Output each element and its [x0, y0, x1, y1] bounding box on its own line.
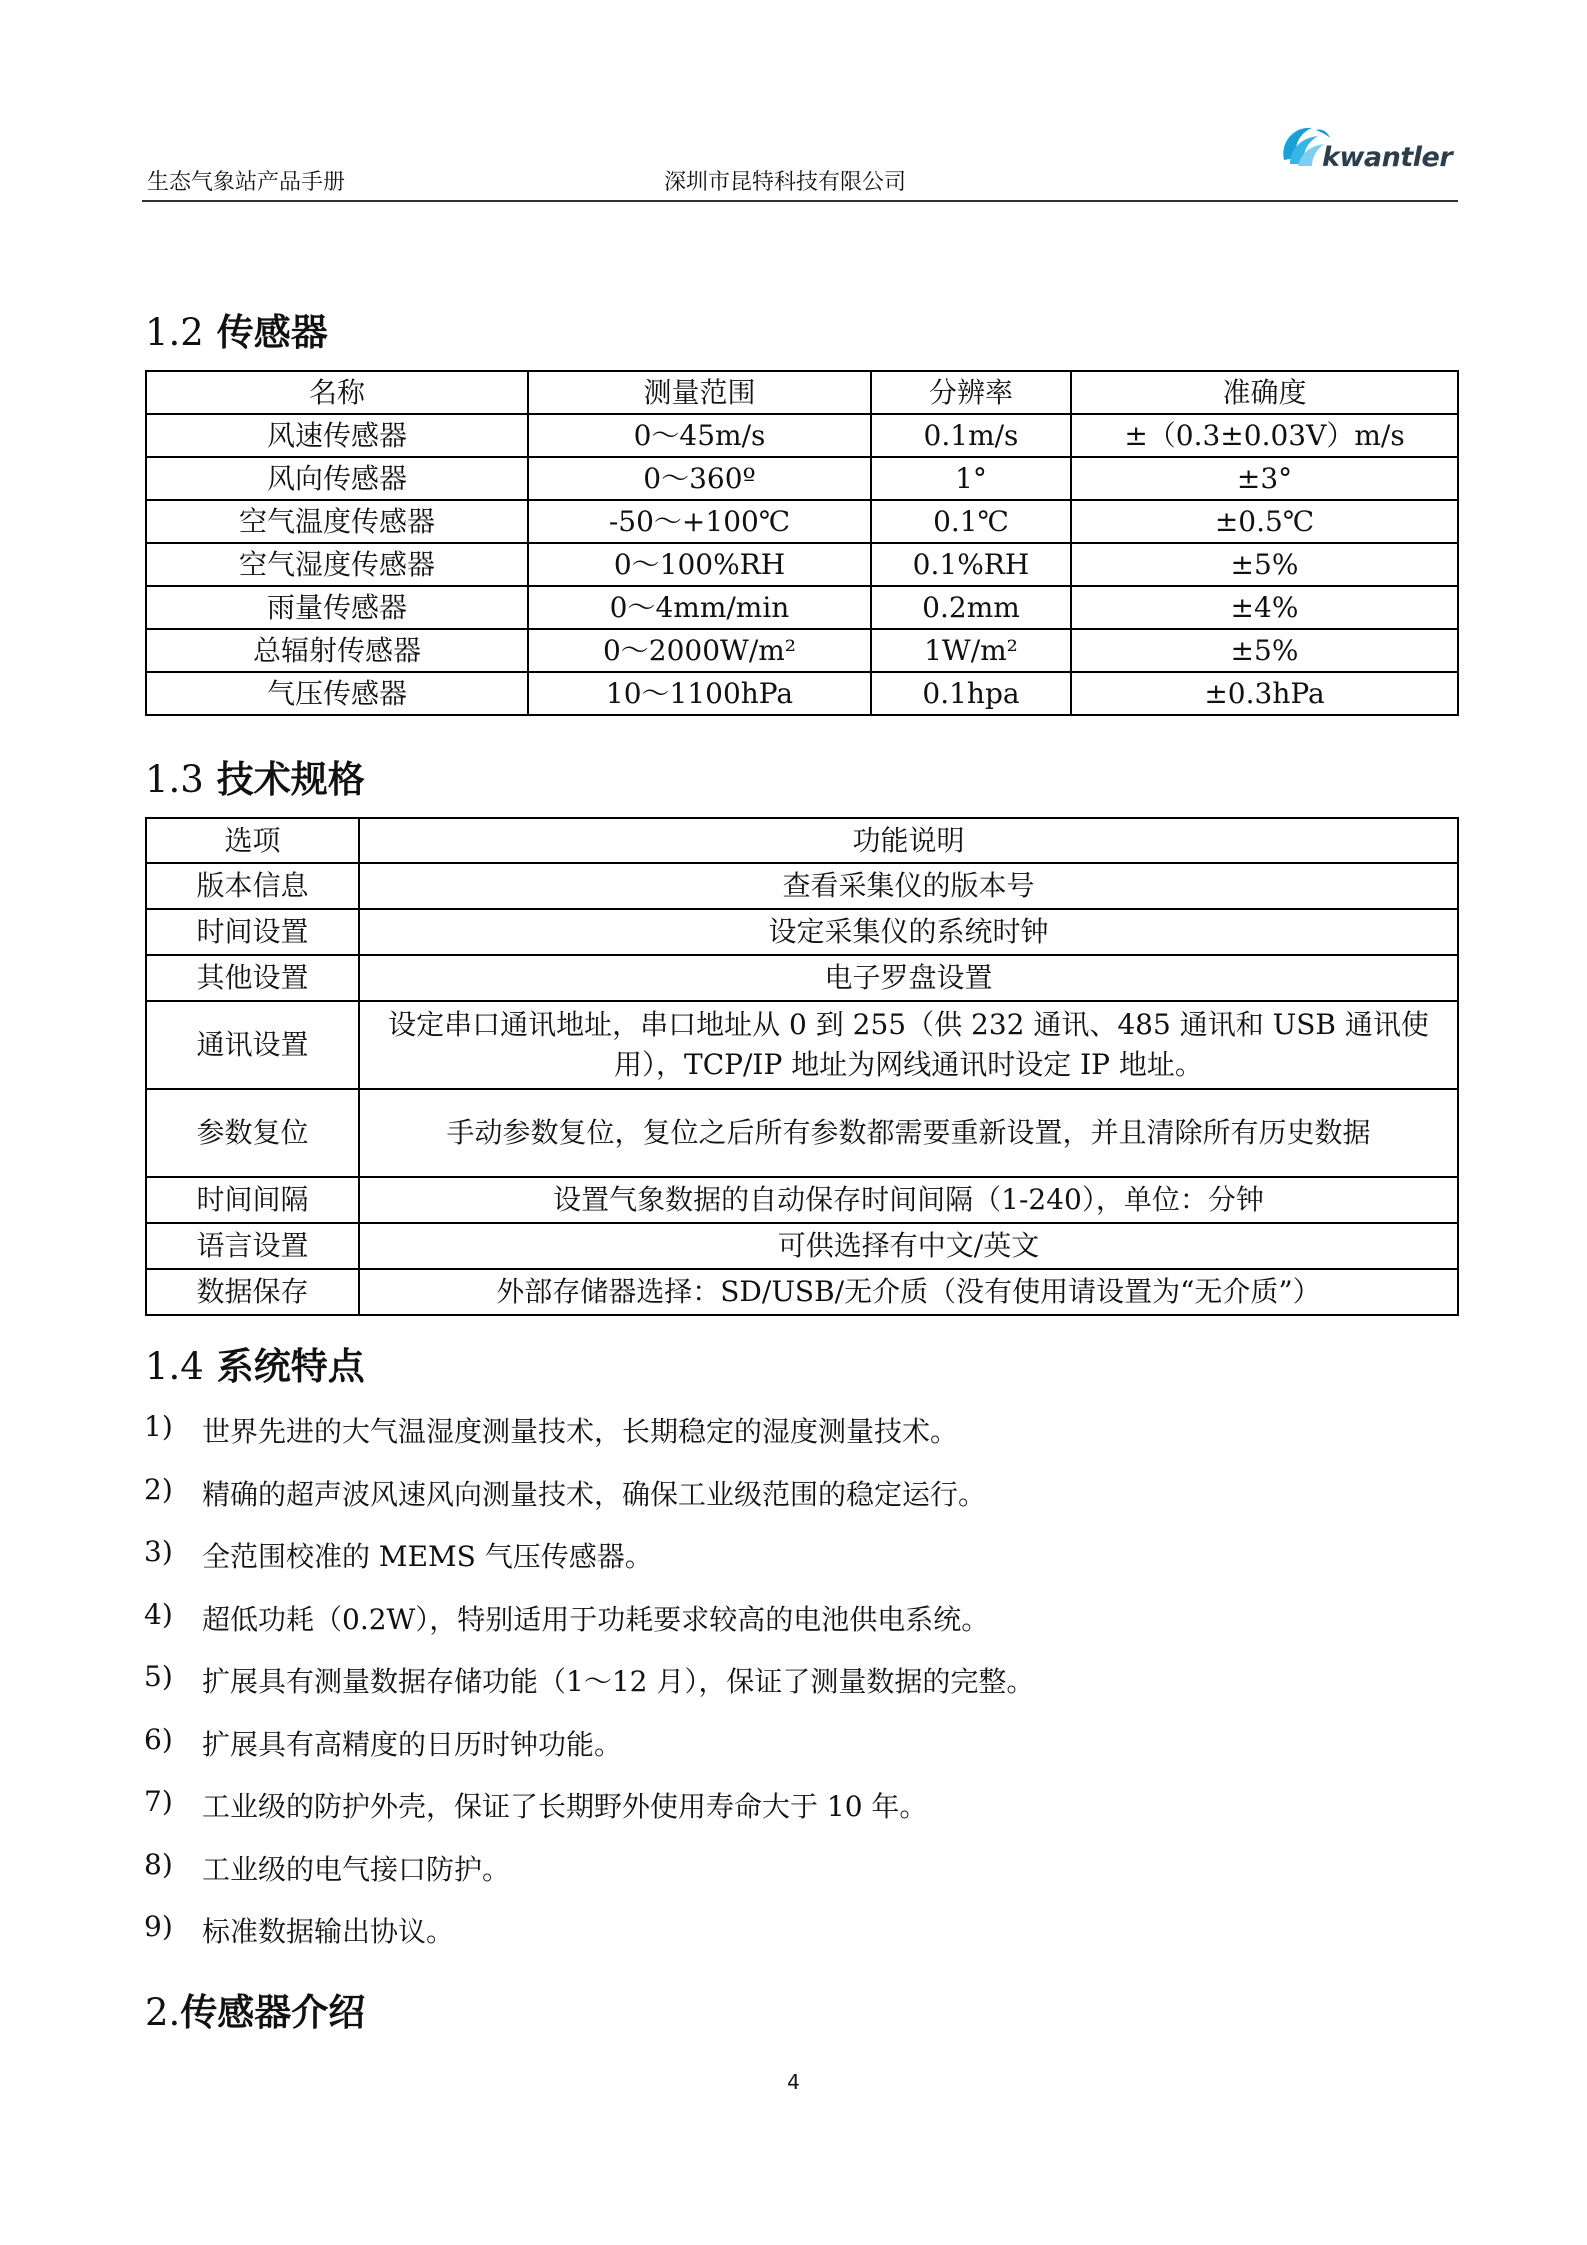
section-number: 1.4 [145, 1345, 204, 1388]
list-item [144, 1660, 1034, 1723]
table-cell: 手动参数复位，复位之后所有参数都需要重新设置，并且清除所有历史数据 [359, 1089, 1458, 1177]
list-index: 9) [144, 1910, 173, 1943]
table-cell: 电子罗盘设置 [359, 955, 1458, 1001]
logo-text: kwantler [1322, 142, 1453, 173]
table-row [146, 909, 1458, 955]
list-index: 3) [144, 1535, 173, 1568]
table-cell: 参数复位 [146, 1089, 359, 1177]
section-heading-1-2 [145, 302, 328, 356]
section-number: 1.2 [145, 311, 204, 354]
table-cell: 空气湿度传感器 [146, 543, 528, 586]
list-index: 6) [144, 1722, 173, 1756]
table-row [146, 1001, 1458, 1089]
table-cell: 总辐射传感器 [146, 629, 528, 672]
table-cell: 版本信息 [146, 863, 359, 909]
table-row [146, 863, 1458, 909]
section-title: 传感器介绍 [180, 1991, 366, 2034]
table-row [146, 500, 1458, 543]
page-header [142, 100, 1458, 202]
list-item [144, 1848, 1034, 1911]
table-cell: ±0.5℃ [1071, 500, 1458, 543]
table-cell: 0～360º [528, 457, 871, 500]
list-text: 工业级的防护外壳，保证了长期野外使用寿命大于 10 年。 [202, 1790, 928, 1823]
company-name: 深圳市昆特科技有限公司 [664, 170, 907, 195]
table-row [146, 457, 1458, 500]
table-cell: 0.2mm [871, 586, 1071, 629]
feature-list [144, 1410, 1034, 1973]
table-cell: 0～45m/s [528, 414, 871, 457]
list-text: 世界先进的大气温湿度测量技术，长期稳定的湿度测量技术。 [202, 1415, 959, 1448]
section-title: 系统特点 [216, 1345, 365, 1388]
table-row [146, 1223, 1458, 1269]
list-text: 扩展具有高精度的日历时钟功能。 [202, 1727, 623, 1761]
list-text: 精确的超声波风速风向测量技术，确保工业级范围的稳定运行。 [202, 1477, 987, 1511]
sensor-table [145, 370, 1459, 716]
table-cell: 语言设置 [146, 1223, 359, 1269]
table-cell: ±5% [1071, 629, 1458, 672]
list-item [144, 1473, 1034, 1536]
table-cell: 外部存储器选择：SD/USB/无介质（没有使用请设置为“无介质”） [359, 1269, 1458, 1315]
table-cell: 气压传感器 [146, 672, 528, 715]
section-title: 传感器 [216, 311, 328, 354]
table-row [146, 1269, 1458, 1315]
table-header-cell: 选项 [146, 818, 359, 863]
table-cell: 0～2000W/m² [528, 629, 871, 672]
table-header-cell: 功能说明 [359, 818, 1458, 863]
table-cell: 空气温度传感器 [146, 500, 528, 543]
list-text: 标准数据输出协议。 [202, 1915, 455, 1948]
table-cell: ±（0.3±0.03V）m/s [1071, 414, 1458, 457]
page-number: 4 [787, 2070, 800, 2094]
list-item [144, 1785, 1034, 1848]
table-cell: 1W/m² [871, 629, 1071, 672]
list-item [144, 1598, 1034, 1661]
section-number: 1.3 [145, 758, 204, 801]
section-title: 技术规格 [216, 758, 365, 801]
list-index: 2) [144, 1472, 173, 1506]
table-cell: 0.1%RH [871, 543, 1071, 586]
list-index: 1) [144, 1410, 173, 1443]
table-header-row [146, 371, 1458, 414]
section-heading-1-4 [145, 1336, 365, 1390]
table-row [146, 414, 1458, 457]
list-index: 4) [144, 1597, 173, 1631]
table-cell: ±5% [1071, 543, 1458, 586]
table-cell: 0.1m/s [871, 414, 1071, 457]
table-cell: 风向传感器 [146, 457, 528, 500]
section-number: 2. [145, 1991, 181, 2034]
table-cell: 0～100%RH [528, 543, 871, 586]
list-index: 7) [144, 1785, 173, 1818]
table-row [146, 629, 1458, 672]
table-cell: 数据保存 [146, 1269, 359, 1315]
table-cell: 风速传感器 [146, 414, 528, 457]
doc-title: 生态气象站产品手册 [147, 170, 346, 195]
table-row [146, 543, 1458, 586]
table-header-cell: 分辨率 [871, 371, 1071, 414]
list-text: 扩展具有测量数据存储功能（1～12 月），保证了测量数据的完整。 [202, 1665, 1035, 1698]
table-row [146, 586, 1458, 629]
list-text: 超低功耗（0.2W），特别适用于功耗要求较高的电池供电系统。 [202, 1602, 990, 1636]
table-cell: 通讯设置 [146, 1001, 359, 1089]
table-cell: 1° [871, 457, 1071, 500]
table-cell: 0.1℃ [871, 500, 1071, 543]
table-cell: ±3° [1071, 457, 1458, 500]
list-item [144, 1910, 1034, 1973]
list-item [144, 1723, 1034, 1786]
table-cell: -50～+100℃ [528, 500, 871, 543]
table-cell: ±4% [1071, 586, 1458, 629]
table-header-cell: 名称 [146, 371, 528, 414]
table-cell: 设定串口通讯地址，串口地址从 0 到 255（供 232 通讯、485 通讯和 USB 通讯使用），TCP/IP 地址为网线通讯时设定 IP 地址。 [359, 1001, 1458, 1089]
list-item [144, 1410, 1034, 1473]
table-cell: 其他设置 [146, 955, 359, 1001]
table-header-cell: 测量范围 [528, 371, 871, 414]
table-cell: 时间间隔 [146, 1177, 359, 1223]
table-cell: 设置气象数据的自动保存时间间隔（1-240），单位：分钟 [359, 1177, 1458, 1223]
list-index: 8) [144, 1847, 173, 1881]
list-item [144, 1535, 1034, 1598]
table-cell: 设定采集仪的系统时钟 [359, 909, 1458, 955]
table-cell: 查看采集仪的版本号 [359, 863, 1458, 909]
table-header-cell: 准确度 [1071, 371, 1458, 414]
table-row [146, 1177, 1458, 1223]
table-cell: 0～4mm/min [528, 586, 871, 629]
list-text: 工业级的电气接口防护。 [202, 1852, 511, 1886]
section-heading-1-3 [145, 749, 365, 803]
table-cell: 雨量传感器 [146, 586, 528, 629]
spec-table [145, 817, 1459, 1316]
table-header-row [146, 818, 1458, 863]
company-logo [1276, 120, 1453, 180]
list-text: 全范围校准的 MEMS 气压传感器。 [202, 1540, 653, 1573]
table-cell: 可供选择有中文/英文 [359, 1223, 1458, 1269]
table-cell: 10～1100hPa [528, 672, 871, 715]
table-row [146, 1089, 1458, 1177]
list-index: 5) [144, 1660, 173, 1693]
table-cell: 时间设置 [146, 909, 359, 955]
table-row [146, 955, 1458, 1001]
section-heading-2 [145, 1982, 365, 2036]
table-row [146, 672, 1458, 715]
table-cell: 0.1hpa [871, 672, 1071, 715]
table-cell: ±0.3hPa [1071, 672, 1458, 715]
